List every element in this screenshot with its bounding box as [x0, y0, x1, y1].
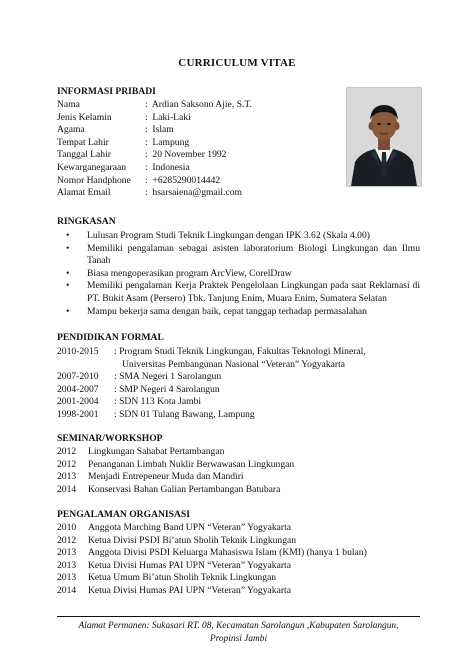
organization-year: 2013	[57, 559, 77, 571]
summary-item-text: Mampu bekerja sama dengan baik, cepat tanggap terhadap permasalahan	[87, 305, 367, 317]
organization-row	[57, 535, 420, 548]
personal-info-value: Lampung	[152, 136, 190, 148]
education-school: : SMP Negeri 4 Sarolangun	[114, 383, 220, 395]
section-heading-organization: PENGALAMAN ORGANISASI	[57, 509, 190, 520]
organization-text: Anggota Marching Band UPN “Veteran” Yogyakarta	[88, 522, 292, 533]
personal-info-label: Nomor Handphone	[57, 174, 131, 186]
personal-info-label: Kewarganegaraan	[57, 161, 127, 173]
summary-item	[57, 230, 420, 243]
personal-info-separator: :	[145, 174, 148, 186]
seminar-text: Menjadi Entrepeneur Muda dan Mandiri	[88, 471, 244, 483]
section-heading-seminar: SEMINAR/WORKSHOP	[57, 433, 163, 444]
personal-info-separator: :	[145, 149, 148, 161]
education-description	[114, 409, 420, 422]
personal-info-value: hsarsaiena@gmail.com	[152, 187, 242, 199]
organization-year: 2013	[57, 572, 77, 584]
footer-address-line-1: Alamat Permanen: Sukasari RT. 08, Kecamatan Sarolangun ,Kabupaten Sarolangun,	[78, 621, 399, 631]
organization-row	[57, 547, 420, 560]
personal-info-value: Indonesia	[152, 161, 190, 173]
personal-info-value: +6285290014442	[152, 174, 221, 186]
seminar-text: Konservasi Bahan Galian Pertambangan Batubara	[88, 483, 281, 495]
education-list	[57, 346, 420, 422]
personal-info-row	[57, 175, 347, 188]
organization-text: Anggota Divisi PSDI Keluarga Mahasiswa Islam (KMI) (hanya 1 bulan)	[88, 547, 367, 559]
seminar-list	[57, 446, 420, 496]
organization-row	[57, 585, 420, 598]
organization-text: Ketua Divisi Humas PAI UPN “Veteran” Yogyakarta	[88, 559, 291, 571]
education-description	[114, 346, 420, 371]
education-year: 2001-2004	[57, 396, 99, 408]
seminar-year: 2012	[57, 458, 77, 470]
education-year: 2004-2007	[57, 383, 99, 395]
education-school: : Program Studi Teknik Lingkungan, Fakultas Teknologi Mineral,	[114, 346, 366, 357]
bullet-icon: •	[66, 267, 70, 279]
personal-info-row	[57, 187, 347, 200]
summary-item-text: Memiliki pengalaman sebagai asisten laboratorium Biologi Lingkungan dan Ilmu Tanah	[87, 242, 420, 267]
organization-row	[57, 560, 420, 573]
personal-info-separator: :	[145, 111, 148, 123]
personal-info-separator: :	[145, 99, 148, 110]
personal-info-separator: :	[145, 136, 148, 148]
seminar-text: Penanganan Limbah Nuklir Berwawasan Lingkungan	[88, 458, 295, 470]
summary-item-text: Lulusan Program Studi Teknik Lingkungan dengan IPK 3.62 (Skala 4.00)	[87, 230, 370, 241]
personal-info-value: Laki-Laki	[152, 111, 191, 123]
personal-info-row	[57, 124, 347, 137]
education-description	[114, 384, 420, 397]
bullet-icon: •	[66, 230, 70, 241]
seminar-year: 2012	[57, 446, 77, 457]
section-heading-summary: RINGKASAN	[57, 216, 116, 227]
bullet-icon: •	[66, 305, 70, 317]
education-row	[57, 396, 420, 409]
profile-photo-image	[347, 88, 421, 186]
personal-info-label: Tanggal Lahir	[57, 149, 111, 161]
personal-info-label: Tempat Lahir	[57, 136, 109, 148]
footer-address-line-2: Propinsi Jambi	[209, 634, 268, 644]
summary-list	[57, 230, 420, 318]
personal-info-separator: :	[145, 124, 148, 136]
seminar-year: 2013	[57, 471, 77, 483]
personal-info-label: Jenis Kelamin	[57, 111, 112, 123]
personal-info-row	[57, 149, 347, 162]
organization-year: 2013	[57, 547, 77, 559]
education-description	[114, 396, 420, 409]
education-school: : SMA Negeri 1 Sarolangun	[114, 371, 222, 383]
summary-item	[57, 306, 420, 319]
section-heading-personal: INFORMASI PRIBADI	[57, 86, 156, 97]
education-school: : SDN 113 Kota Jambi	[114, 396, 202, 408]
organization-text: Ketua Umum Bi’atun Sholih Teknik Lingkungan	[88, 572, 277, 584]
personal-info-label: Alamat Email	[57, 187, 111, 199]
summary-item	[57, 268, 420, 281]
personal-info-value: Islam	[152, 124, 174, 136]
education-row	[57, 346, 420, 371]
education-year: 1998-2001	[57, 408, 99, 420]
personal-info-label: Agama	[57, 124, 85, 136]
summary-item	[57, 280, 420, 305]
personal-info-list	[57, 99, 347, 200]
personal-info-row	[57, 137, 347, 150]
footer-divider	[57, 616, 420, 617]
organization-year: 2010	[57, 522, 77, 533]
personal-info-value: 20 November 1992	[152, 149, 227, 161]
education-school-continued: Universitas Pembangunan Nasional “Veteran” Yogyakarta	[122, 358, 345, 370]
bullet-icon: •	[66, 280, 70, 292]
seminar-row	[57, 484, 420, 497]
organization-year: 2014	[57, 584, 77, 596]
footer-address	[57, 620, 420, 646]
personal-info-row	[57, 99, 347, 112]
personal-info-value: Ardian Saksono Ajie, S.T.	[151, 99, 252, 110]
seminar-row	[57, 459, 420, 472]
cv-title: CURRICULUM VITAE	[178, 57, 296, 69]
education-school: : SDN 01 Tulang Bawang, Lampung	[114, 408, 255, 420]
seminar-row	[57, 471, 420, 484]
summary-item	[57, 243, 420, 268]
summary-item-text: Memiliki pengalaman Kerja Praktek Pengelolaan Lingkungan pada saat Reklamasi di PT. Bukit Asam (Persero) Tbk. Tanjung Enim, Muara Enim, Sumatera Selatan	[87, 280, 420, 304]
profile-photo	[346, 87, 422, 187]
education-year: 2010-2015	[57, 346, 99, 357]
education-row	[57, 371, 420, 384]
summary-item-text: Biasa mengoperasikan program ArcView, CorelDraw	[87, 267, 292, 279]
seminar-year: 2014	[57, 483, 77, 495]
seminar-row	[57, 446, 420, 459]
education-year: 2007-2010	[57, 371, 99, 383]
organization-list	[57, 522, 420, 598]
organization-text: Ketua Divisi Humas PAI UPN “Veteran” Yogyakarta	[88, 584, 291, 596]
organization-row	[57, 572, 420, 585]
education-row	[57, 409, 420, 422]
personal-info-separator: :	[145, 161, 148, 173]
education-description	[114, 371, 420, 384]
seminar-text: Lingkungan Sahabat Pertambangan	[88, 446, 225, 457]
personal-info-row	[57, 162, 347, 175]
organization-text: Ketua Divisi PSDI Bi’atun Sholih Teknik Lingkungan	[88, 534, 297, 546]
personal-info-row	[57, 112, 347, 125]
education-row	[57, 384, 420, 397]
personal-info-label: Nama	[57, 99, 80, 110]
organization-row	[57, 522, 420, 535]
bullet-icon: •	[66, 242, 70, 254]
organization-year: 2012	[57, 534, 77, 546]
personal-info-separator: :	[145, 187, 148, 199]
section-heading-education: PENDIDIKAN FORMAL	[57, 332, 164, 343]
